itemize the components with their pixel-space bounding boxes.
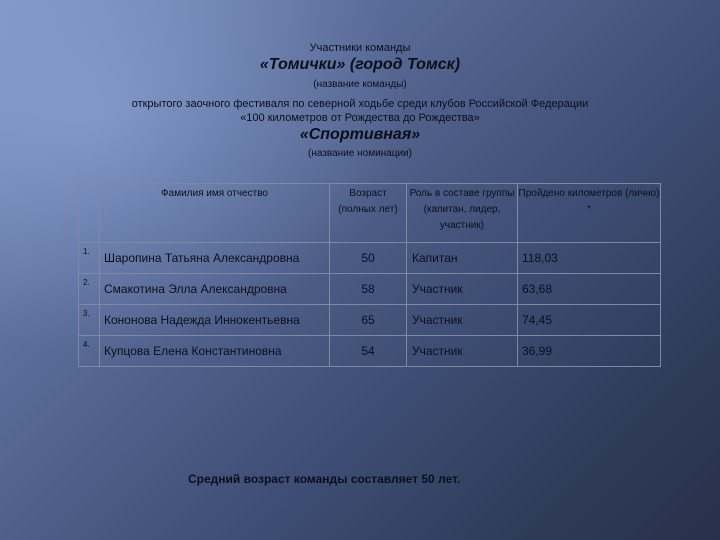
participant-name: Купцова Елена Константиновна [100,336,330,367]
average-age-note: Средний возраст команды составляет 50 лет. [188,472,461,486]
participant-age: 65 [330,305,407,336]
participant-role: Участник [407,274,518,305]
participant-age: 50 [330,243,407,274]
row-number: 3. [79,305,100,336]
participant-name: Шаропина Татьяна Александровна [100,243,330,274]
participant-role: Капитан [407,243,518,274]
table-header-row [79,184,661,243]
row-number: 1. [79,243,100,274]
festival-line-2: «100 километров от Рождества до Рождества» [240,112,480,124]
nomination-caption: (название номинации) [308,148,412,159]
participant-role: Участник [407,336,518,367]
participant-name: Кононова Надежда Иннокентьевна [100,305,330,336]
team-title: «Томички» (город Томск) [259,56,461,73]
table-row [79,274,661,305]
header-age: Возраст (полных лет) [330,184,407,243]
row-number: 4. [79,336,100,367]
participants-heading: Участники команды [309,42,411,54]
participant-name: Смакотина Элла Александровна [100,274,330,305]
festival-line-1: открытого заочного фестиваля по северной ходьбе среди клубов Российской Федерации [131,98,589,110]
participant-distance: 74,45 [518,305,661,336]
header-num [79,184,100,243]
row-number: 2. [79,274,100,305]
table-row [79,305,661,336]
participants-table [78,183,661,367]
participant-role: Участник [407,305,518,336]
header-distance: Пройдено километров (лично) * [518,184,661,243]
participant-age: 54 [330,336,407,367]
header-name: Фамилия имя отчество [100,184,330,243]
header-role: Роль в составе группы (капитан, лидер, участник) [407,184,518,243]
nomination-title: «Спортивная» [299,126,421,143]
participant-age: 58 [330,274,407,305]
participant-distance: 63,68 [518,274,661,305]
participant-distance: 36,99 [518,336,661,367]
table-row [79,243,661,274]
team-caption: (название команды) [313,79,407,90]
participant-distance: 118,03 [518,243,661,274]
table-row [79,336,661,367]
